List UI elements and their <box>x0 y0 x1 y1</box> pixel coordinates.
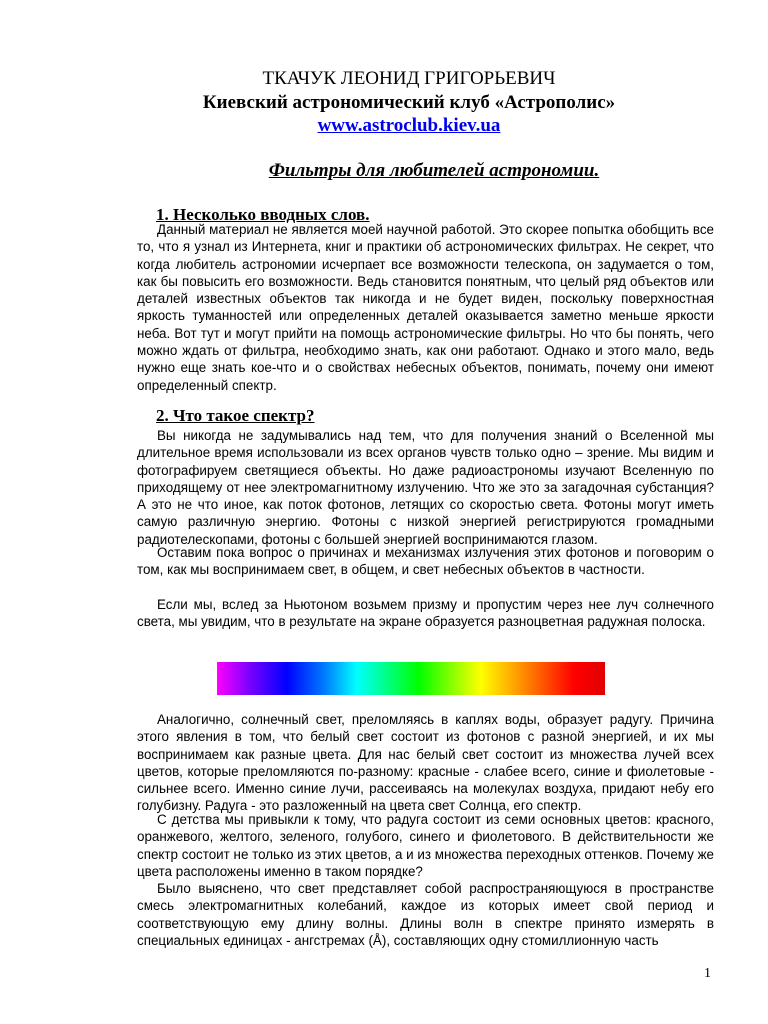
paragraph-2: Вы никогда не задумывались над тем, что для получения знаний о Вселенной мы длительное время использовали из всех органов чувств только одно – зрение. Мы видим и фотографируем светящиеся объекты. Но даже радиоастрономы изучают Вселенную по приходящему от нее электромагнитному излучению. Что же это за загадочная субстанция? А это не что иное, как поток фотонов, летящих со скоростью света. Фотоны могут иметь самую различную энергию. Фотоны с низкой энергией регистрируются громадными радиотелескопами, фотоны с большей энергией воспринимаются глазом. <box>137 428 714 547</box>
document-title: Фильтры для любителей астрономии. <box>268 160 600 181</box>
club-website-link[interactable]: www.astroclub.kiev.ua <box>317 115 501 136</box>
section-heading-2: 2. Что такое спектр? <box>156 406 315 425</box>
paragraph-7: Было выяснено, что свет представляет собой распространяющуюся в пространстве смесь электромагнитных колебаний, каждое из которых имеет свой период и соответствующую ему длину волны. Длины волн в спектре принято измерять в специальных единицах - ангстремах (Å), составляющих одну стомиллионную часть <box>137 881 714 948</box>
paragraph-5: Аналогично, солнечный свет, преломляясь в каплях воды, образует радугу. Причина этого явления в том, что белый свет состоит из фотонов с разной энергией, и их мы воспринимаем как разные цвета. Для нас белый свет состоит из множества лучей всех цветов, которые преломляются по-разному: красные - слабее всего, синие и фиолетовые - сильнее всего. Именно синие лучи, рассеиваясь на молекулах воздуха, придают небу его голубизну. Радуга - это разложенный на цвета свет Солнца, его спектр. <box>137 712 714 814</box>
spectrum-image <box>217 662 605 695</box>
author-name: ТКАЧУК ЛЕОНИД ГРИГОРЬЕВИЧ <box>262 68 556 89</box>
paragraph-3: Оставим пока вопрос о причинах и механизмах излучения этих фотонов и поговорим о том, как мы воспринимаем свет, в общем, и свет небесных объектов в частности. <box>137 545 714 578</box>
paragraph-6: С детства мы привыкли к тому, что радуга состоит из семи основных цветов: красного, оранжевого, желтого, зеленого, голубого, синего и фиолетового. В действительности же спектр состоит не только из этих цветов, а и из множества переходных оттенков. Почему же цвета расположены именно в таком порядке? <box>137 812 714 879</box>
paragraph-1: Данный материал не является моей научной работой. Это скорее попытка обобщить все то, что я узнал из Интернета, книг и практики об астрономических фильтрах. Не секрет, что когда любитель астрономии исчерпает все возможности телескопа, он задумается о том, как бы повысить его возможности. Ведь становится понятным, что целый ряд объектов или деталей известных объектов так никогда и не будет виден, поскольку поверхностная яркость туманностей или определенных деталей оказывается заметно меньше яркости неба. Вот тут и могут прийти на помощь астрономические фильтры. Но что бы понять, чего можно ждать от фильтра, необходимо знать, как они работают. Однако и этого мало, ведь нужно еще знать кое-что и о свойствах небесных объектов, понимать, почему они имеют определенный спектр. <box>137 222 714 393</box>
club-name: Киевский астрономический клуб «Астрополис» <box>202 92 616 113</box>
page-number: 1 <box>704 966 711 981</box>
section-heading-1: 1. Несколько вводных слов. <box>156 205 370 224</box>
document-header <box>0 66 768 137</box>
paragraph-4: Если мы, вслед за Ньютоном возьмем призму и пропустим через нее луч солнечного света, мы увидим, что в результате на экране образуется разноцветная радужная полоска. <box>137 597 714 630</box>
